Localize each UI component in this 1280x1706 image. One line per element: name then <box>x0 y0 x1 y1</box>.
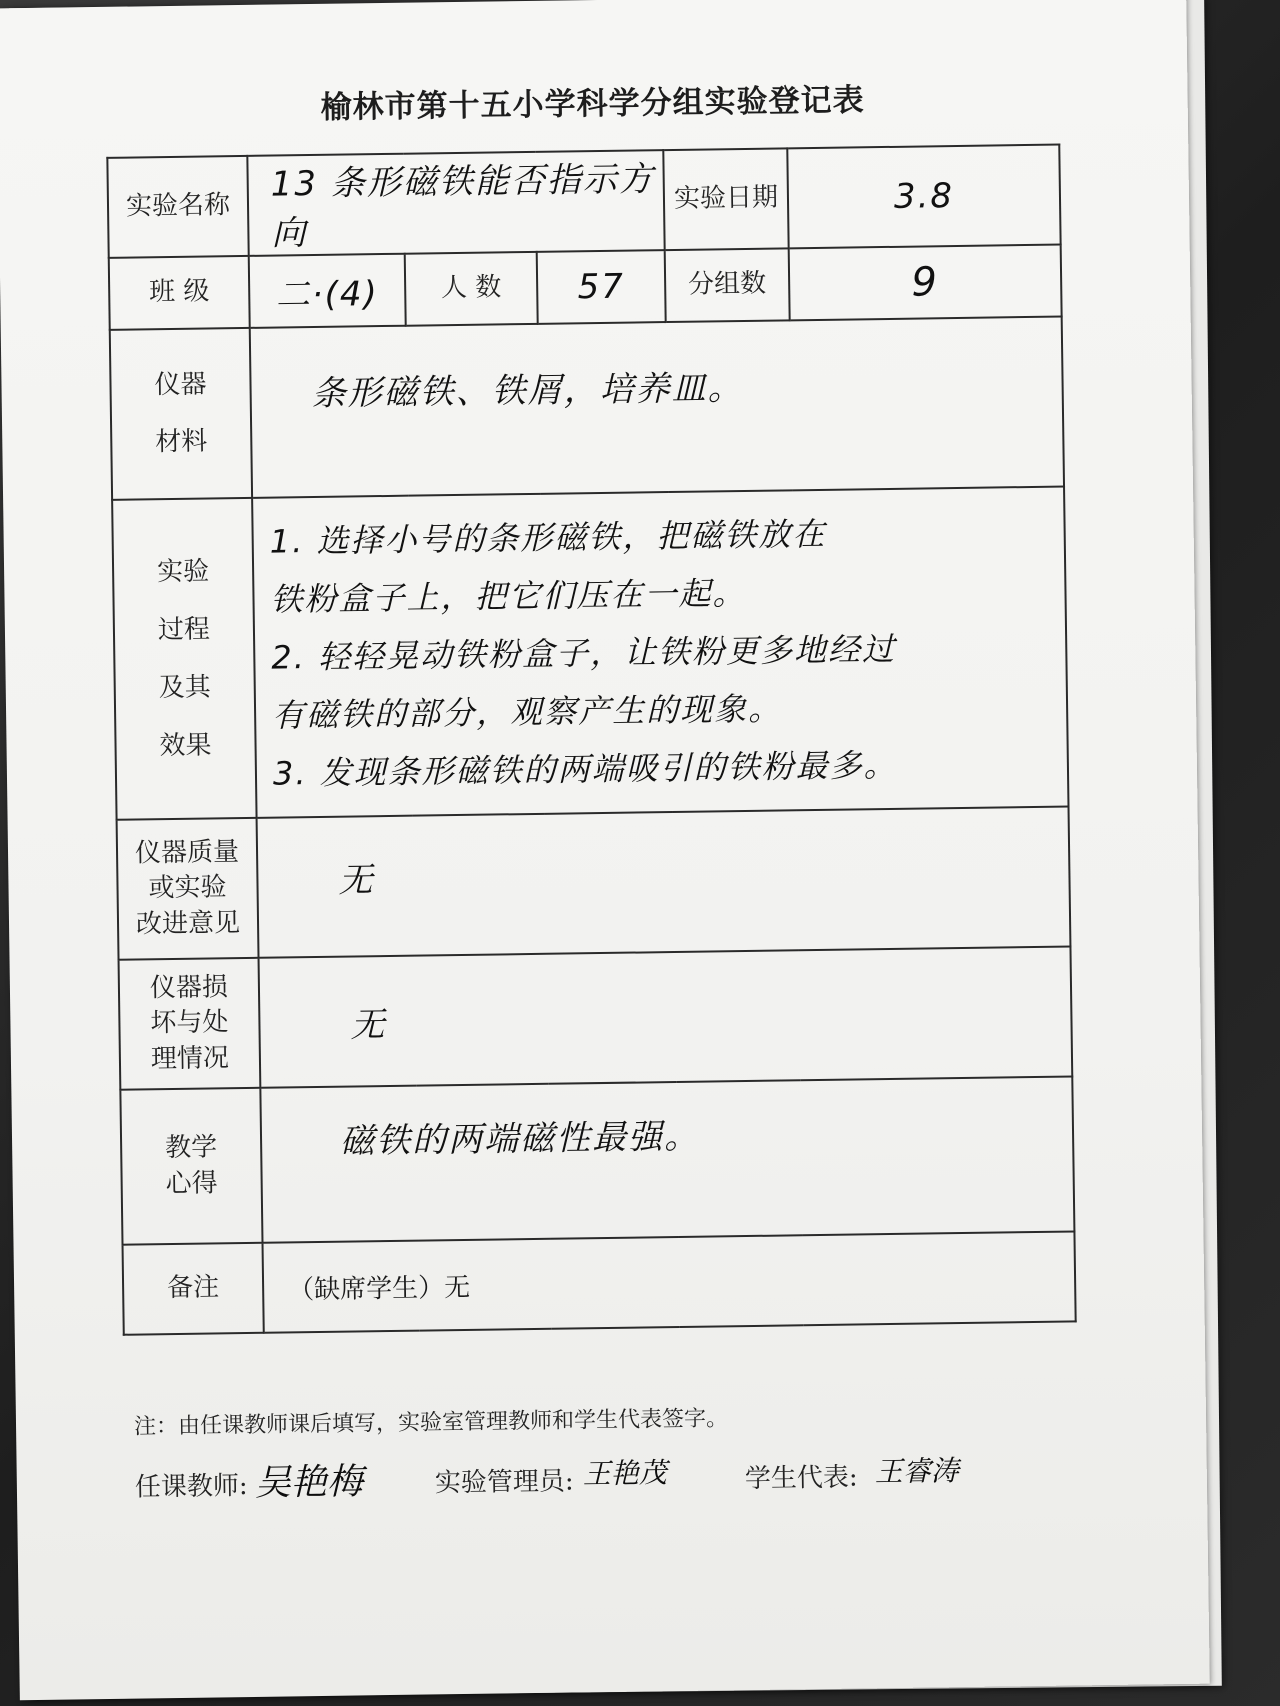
experiment-registration-table <box>106 144 1076 1336</box>
class-value: 二·(4) <box>249 254 406 328</box>
materials-label-line-2: 材料 <box>155 426 208 458</box>
teaching-value: 磁铁的两端磁性最强。 <box>260 1076 1074 1242</box>
remarks-label: 备注 <box>123 1243 264 1335</box>
row-remarks <box>123 1231 1076 1334</box>
row-materials <box>110 317 1064 500</box>
process-line-5: 3. 发现条形磁铁的两端吸引的铁粉最多。 <box>272 745 898 793</box>
quality-value: 无 <box>257 806 1071 957</box>
teaching-label-line: 心得 <box>165 1167 218 1199</box>
class-label: 班 级 <box>109 256 250 330</box>
form-title: 榆林市第十五小学科学分组实验登记表 <box>320 82 865 126</box>
row-teaching <box>120 1076 1074 1244</box>
signature-row <box>134 1443 1095 1516</box>
quality-label-line: 仪器质量 <box>134 837 240 869</box>
process-line-2: 铁粉盒子上，把它们压在一起。 <box>270 573 747 619</box>
experiment-date-value: 3.8 <box>787 145 1060 249</box>
process-line-4: 有磁铁的部分，观察产生的现象。 <box>271 689 783 735</box>
admin-signature-label: 实验管理员: <box>434 1466 574 1499</box>
process-line-3: 2. 轻轻晃动铁粉盒子，让铁粉更多地经过 <box>271 629 897 677</box>
row-class-info <box>109 245 1062 330</box>
footnote: 注：由任课教师课后填写，实验室管理教师和学生代表签字。 <box>133 1406 729 1440</box>
row-damage <box>119 946 1073 1089</box>
row-quality <box>117 806 1071 959</box>
student-signature-label: 学生代表: <box>744 1462 858 1495</box>
people-value: 57 <box>537 250 666 324</box>
process-label <box>112 498 256 820</box>
process-value <box>252 487 1068 818</box>
materials-value: 条形磁铁、铁屑，培养皿。 <box>250 317 1064 498</box>
damage-value: 无 <box>259 946 1073 1087</box>
teaching-label-line: 教学 <box>164 1132 218 1164</box>
process-line-1: 1. 选择小号的条形磁铁，把磁铁放在 <box>269 514 827 561</box>
experiment-name-value: 13 条形磁铁能否指示方向 <box>247 150 664 256</box>
damage-label-line: 坏与处 <box>150 1007 229 1039</box>
process-label-line: 及其 <box>158 672 211 704</box>
teacher-signature: 吴艳梅 <box>254 1461 364 1504</box>
quality-label <box>117 818 259 960</box>
remarks-value: （缺席学生）无 <box>263 1231 1076 1332</box>
teaching-label <box>120 1088 262 1245</box>
materials-label <box>110 328 252 500</box>
student-signature: 王睿涛 <box>874 1454 960 1489</box>
experiment-date-label: 实验日期 <box>663 148 788 250</box>
damage-label <box>119 958 261 1090</box>
damage-label-line: 理情况 <box>150 1042 230 1074</box>
materials-label-line-1: 仪器 <box>154 369 207 401</box>
process-label-line: 过程 <box>157 614 211 646</box>
damage-label-line: 仪器损 <box>149 972 229 1004</box>
experiment-name-label: 实验名称 <box>107 156 248 258</box>
quality-label-line: 或实验 <box>148 872 227 904</box>
groups-label: 分组数 <box>665 248 790 322</box>
people-label: 人 数 <box>405 252 538 326</box>
groups-value: 9 <box>789 245 1062 321</box>
row-experiment-name <box>107 145 1060 258</box>
process-label-line: 实验 <box>156 556 210 588</box>
process-label-line: 效果 <box>159 730 212 762</box>
row-process <box>112 487 1068 820</box>
quality-label-line: 改进意见 <box>135 907 241 940</box>
teacher-signature-label: 任课教师: <box>134 1471 248 1503</box>
admin-signature: 王艳茂 <box>582 1456 668 1491</box>
